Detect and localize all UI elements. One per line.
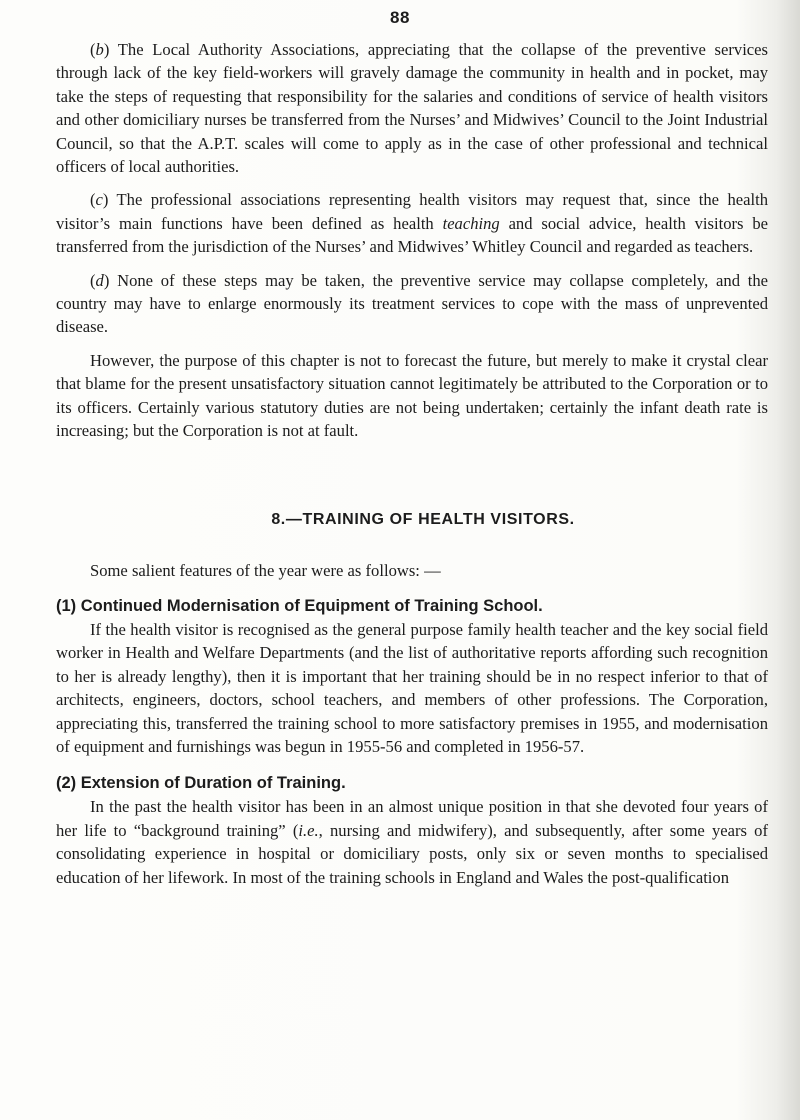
section-heading: 8.—TRAINING OF HEALTH VISITORS. xyxy=(271,510,575,528)
paragraph-d: (d) None of these steps may be taken, the preventive service may collapse completely, and the country may have to enlarge enormously its treatment services to cope with the mass of unprevented disease. xyxy=(56,270,768,337)
paragraph-c-label: c xyxy=(95,190,103,210)
paragraph-c-text-after: and social advice, health visitors be transferred from the jurisdiction of the Nurses’ and Midwives’ Whitley Council and regarded as teachers. xyxy=(56,213,768,257)
paragraph-b-text: The Local Authority Associations, appreciating that the collapse of the preventive services through lack of the key field-workers will gravely damage the community in health and in pocket, may take the steps of requesting that responsibility for the salaries and conditions of service of health visitors and other domiciliary nurses be transferred from the Nurses’ and Midwives’ Council to the Joint Industrial Council, so that the A.P.T. scales will come to apply as in the case of other professional and technical officers of local authorities. xyxy=(56,40,768,177)
subsection-2-text xyxy=(56,795,768,889)
paragraph-d-label: d xyxy=(95,270,104,290)
paragraph-b: (b) The Local Authority Associations, appreciating that the collapse of the preventive services through lack of the key field-workers will gravely damage the community in health and in pocket, may take the steps of requesting that responsibility for the salaries and conditions of service of health visitors and other domiciliary nurses be transferred from the Nurses’ and Midwives’ Council to the Joint Industrial Council, so that the A.P.T. scales will come to apply as in the case of other professional and technical officers of local authorities. xyxy=(56,40,768,177)
subsection-1-heading: (1) Continued Modernisation of Equipment of Training School. xyxy=(56,596,543,615)
subsection-2-heading: (2) Extension of Duration of Training. xyxy=(56,774,346,793)
paragraph-c: (c) The professional associations representing health visitors may request that, since the health visitor’s main functions have been defined as health teaching and social advice, health visitors be transferred from the jurisdiction of the Nurses’ and Midwives’ Whitley Council and regarded as teachers. xyxy=(56,190,768,257)
subsection-2-emphasis: i.e. xyxy=(298,820,319,840)
subsection-2-text-before: In the past the health visitor has been in an almost unique position in that she devoted four years of her life to “background training” ( xyxy=(56,797,768,840)
paragraph-c-emphasis: teaching xyxy=(442,213,500,233)
page-body xyxy=(56,38,768,889)
subsection-1-text: If the health visitor is recognised as the general purpose family health teacher and the key social field worker in Health and Welfare Departments (and the list of authoritative reports affording such recognition to her is already lengthy), then it is important that her training should be in no respect inferior to that of architects, engineers, doctors, school teachers, and members of other professions. The Corporation, appreciating this, transferred the training school to more satisfactory premises in 1955, and modernisation of equipment and furnishings was begun in 1955-56 and completed in 1956-57. xyxy=(56,619,768,756)
paragraph-c-text-before: The professional associations representing health visitors may request that, since the health visitor’s main functions have been defined as health xyxy=(56,190,768,233)
page-number: 88 xyxy=(390,8,410,27)
intro-text: Some salient features of the year were as follows: — xyxy=(90,560,441,580)
paragraph-however: However, the purpose of this chapter is not to forecast the future, but merely to make it crystal clear that blame for the present unsatisfactory situation cannot legitimately be attributed to the Corporation or to its officers. Certainly various statutory duties are not being undertaken; certainly the infant death rate is increasing; but the Corporation is not at fault. xyxy=(56,350,768,441)
paragraph-d-text: None of these steps may be taken, the preventive service may collapse completely, and the country may have to enlarge enormously its treatment services to cope with the mass of unprevented disease. xyxy=(56,270,768,337)
paragraph-b-label: b xyxy=(95,40,104,59)
subsection-2-text-after: , nursing and midwifery), and subsequently, after some years of consolidating experience in hospital or domiciliary posts, only six or seven months to specialised education of her lifework. In most of the training schools in England and Wales the post-qualification xyxy=(56,820,768,887)
